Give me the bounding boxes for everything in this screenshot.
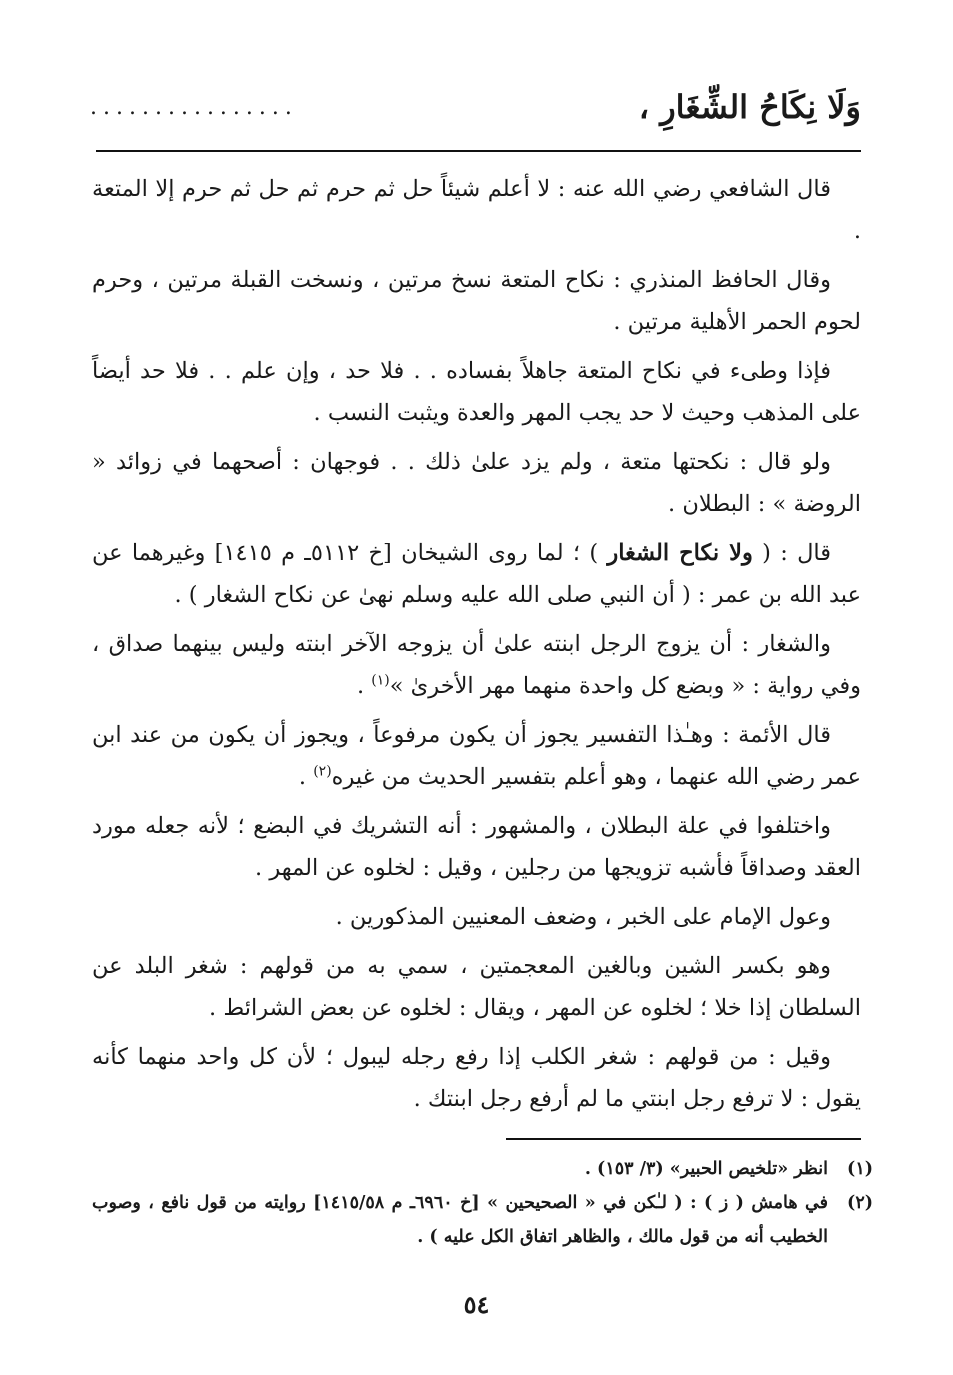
paragraph-end: . bbox=[356, 673, 372, 699]
paragraph: وقال الحافظ المنذري : نكاح المتعة نسخ مرتين ، ونسخت القبلة مرتين ، وحرم لحوم الحمر الأهلية مرتين . bbox=[92, 267, 861, 335]
paragraph-text: ) ؛ لما روى الشيخان [خ ٥١١٢ـ م ١٤١٥] وغيرهما عن عبد الله بن عمر : ( أن النبي صلى الله عليه وسلم نهىٰ عن نكاح الشغار ) . bbox=[92, 540, 861, 608]
footnote-ref: (١) bbox=[371, 672, 390, 689]
paragraph: فإذا وطىء في نكاح المتعة جاهلاً بفساده . . فلا حد ، وإن علم . . فلا حد أيضاً على المذهب وحيث لا حد يجب المهر والعدة ويثبت النسب . bbox=[92, 358, 861, 426]
footnote bbox=[92, 1152, 873, 1186]
paragraph bbox=[92, 714, 861, 798]
matn-quote: ولا نكاح الشغار bbox=[607, 540, 753, 566]
main-text bbox=[92, 168, 861, 1127]
footnote-number: (٢) bbox=[847, 1193, 873, 1213]
footnote-ref: (٢) bbox=[313, 763, 332, 780]
paragraph bbox=[92, 532, 861, 616]
paragraph bbox=[92, 623, 861, 707]
paragraph: واختلفوا في علة البطلان ، والمشهور : أنه التشريك في البضع ؛ لأنه جعله مورد العقد وصداقاً فأشبه تزويجها من رجلين ، وقيل : لخلوه عن المهر . bbox=[92, 813, 861, 881]
footnote-number: (١) bbox=[847, 1159, 873, 1179]
footnotes bbox=[92, 1152, 873, 1254]
paragraph: وهو بكسر الشين وبالغين المعجمتين ، سمي به من قولهم : شغر البلد عن السلطان إذا خلا ؛ لخلوه عن المهر ، ويقال : لخلوه عن بعض الشرائط . bbox=[92, 953, 861, 1021]
paragraph: وعول الإمام على الخبر ، وضعف المعنيين المذكورين . bbox=[335, 904, 831, 930]
header-rule bbox=[96, 150, 861, 152]
footnote-text: انظر «تلخيص الحبير» (٣/ ١٥٣) . bbox=[584, 1159, 828, 1179]
paragraph-text: والشغار : أن يزوج الرجل ابنته علىٰ أن يزوجه الآخر ابنته وليس بينهما صداق ، وفي رواية : « وبضع كل واحدة منهما مهر الأخرىٰ » bbox=[92, 631, 861, 699]
paragraph-text: قال الأئمة : وهـٰذا التفسير يجوز أن يكون مرفوعاً ، ويجوز أن يكون من عند ابن عمر رضي الله عنهما ، وهو أعلم بتفسير الحديث من غيره bbox=[92, 722, 861, 790]
footnote-rule bbox=[506, 1138, 861, 1140]
footnote bbox=[92, 1186, 873, 1254]
header-dots: ................ bbox=[90, 94, 298, 120]
paragraph: ولو قال : نكحتها متعة ، ولم يزد علىٰ ذلك . . فوجهان : أصحهما في زوائد « الروضة » : البطلان . bbox=[92, 449, 861, 517]
paragraph-end: . bbox=[298, 764, 314, 790]
header-verse: وَلَا نِكَاحُ الشِّغَارِ ، bbox=[638, 88, 861, 126]
page-header bbox=[90, 82, 861, 132]
paragraph-text: قال : ( bbox=[762, 540, 832, 566]
footnote-text: في هامش ( ز ) : ( لـٰكن في « الصحيحين » [خ ٦٩٦٠ـ م ١٤١٥/٥٨] روايته من قول نافع ، وصوب الخطيب أنه من قول مالك ، والظاهر اتفاق الكل عليه ) . bbox=[92, 1193, 828, 1247]
paragraph: وقيل : من قولهم : شغر الكلب إذا رفع رجله ليبول ؛ لأن كل واحد منهما كأنه يقول : لا ترفع رجل ابنتي ما لم أرفع رجل ابنتك . bbox=[92, 1044, 861, 1112]
paragraph: قال الشافعي رضي الله عنه : لا أعلم شيئاً حل ثم حرم ثم حل ثم حرم إلا المتعة . bbox=[92, 176, 861, 244]
page-number: ٥٤ bbox=[463, 1290, 490, 1319]
